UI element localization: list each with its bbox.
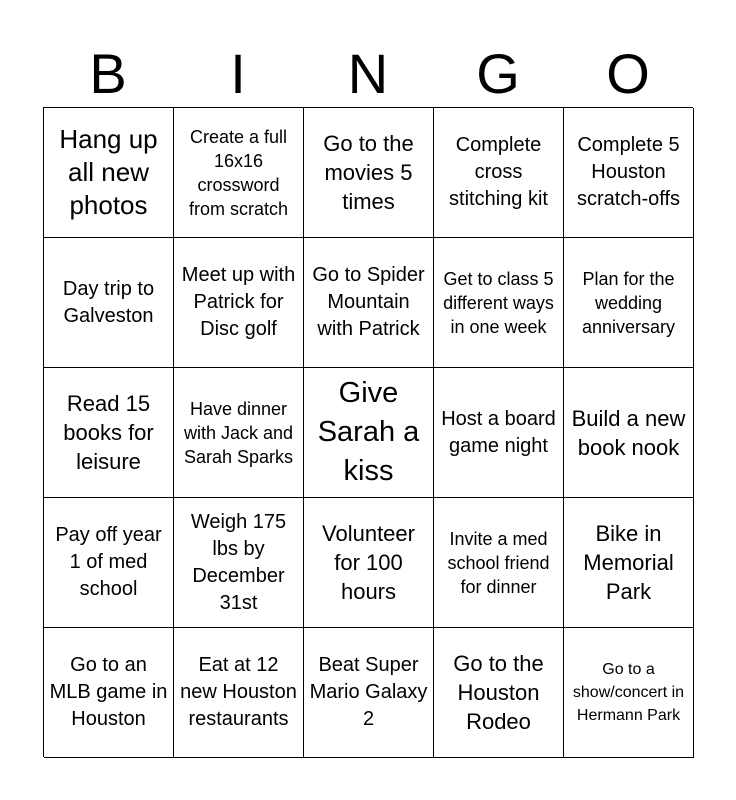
bingo-cell[interactable] [44, 238, 174, 368]
bingo-cell-text: Go to Spider Mountain with Patrick [312, 264, 425, 340]
bingo-cell-text: Bike in Memorial Park [583, 521, 674, 604]
bingo-cell[interactable] [434, 108, 564, 238]
header-letter-b: B [89, 42, 127, 105]
bingo-cell-text: Get to class 5 different ways in one week [443, 268, 554, 337]
bingo-cell-text: Go to an MLB game in Houston [49, 654, 168, 730]
bingo-cell[interactable] [304, 498, 434, 628]
header-letter-i: I [230, 42, 246, 105]
bingo-cell[interactable] [44, 108, 174, 238]
bingo-cell[interactable] [174, 108, 304, 238]
bingo-cell-text: Complete 5 Houston scratch-offs [577, 134, 680, 210]
bingo-cell[interactable] [434, 628, 564, 758]
bingo-cell-text: Go to the Houston Rodeo [453, 651, 544, 734]
bingo-cell[interactable] [174, 238, 304, 368]
bingo-cell[interactable] [44, 498, 174, 628]
bingo-cell[interactable] [304, 108, 434, 238]
bingo-cell-text: Go to the movies 5 times [323, 131, 414, 214]
bingo-cell[interactable] [304, 238, 434, 368]
header-letter-o: O [606, 42, 650, 105]
bingo-cell-text: Create a full 16x16 crossword from scratch [188, 126, 289, 219]
bingo-cell-text: Plan for the wedding anniversary [581, 268, 676, 337]
bingo-cell-text: Beat Super Mario Galaxy 2 [309, 654, 428, 730]
bingo-cell[interactable] [564, 628, 694, 758]
bingo-cell-text: Meet up with Patrick for Disc golf [181, 264, 296, 340]
bingo-cell[interactable] [44, 368, 174, 498]
bingo-cell-text: Build a new book nook [571, 405, 686, 460]
bingo-cell[interactable] [564, 238, 694, 368]
bingo-cell[interactable] [174, 628, 304, 758]
bingo-cell[interactable] [304, 368, 434, 498]
bingo-cell-text: Complete cross stitching kit [449, 134, 548, 210]
bingo-cell[interactable] [564, 368, 694, 498]
bingo-cell-text: Have dinner with Jack and Sarah Sparks [183, 398, 294, 467]
bingo-cell-text: Read 15 books for leisure [63, 391, 154, 474]
bingo-cell-text: Go to a show/concert in Hermann Park [572, 661, 685, 724]
bingo-cell-text: Eat at 12 new Houston restaurants [180, 654, 297, 730]
bingo-cell-text: Pay off year 1 of med school [55, 524, 162, 600]
bingo-cell[interactable] [304, 628, 434, 758]
bingo-header [43, 40, 693, 108]
bingo-cell-text: Weigh 175 lbs by December 31st [190, 510, 287, 614]
bingo-cell-text: Invite a med school friend for dinner [447, 528, 550, 597]
header-letter-g: G [476, 42, 520, 105]
bingo-cell[interactable] [564, 498, 694, 628]
bingo-cell[interactable] [434, 238, 564, 368]
bingo-cell[interactable] [434, 368, 564, 498]
bingo-grid [43, 107, 693, 757]
bingo-cell[interactable] [174, 498, 304, 628]
bingo-cell-text: Host a board game night [441, 407, 556, 457]
header-letter-n: N [347, 42, 389, 105]
bingo-cell[interactable] [44, 628, 174, 758]
bingo-cell-text: Give Sarah a kiss [317, 377, 420, 487]
bingo-cell[interactable] [434, 498, 564, 628]
bingo-cell-text: Day trip to Galveston [62, 277, 155, 327]
bingo-cell[interactable] [174, 368, 304, 498]
bingo-cell-text: Volunteer for 100 hours [322, 521, 415, 604]
bingo-cell[interactable] [564, 108, 694, 238]
bingo-cell-text: Hang up all new photos [59, 124, 158, 220]
